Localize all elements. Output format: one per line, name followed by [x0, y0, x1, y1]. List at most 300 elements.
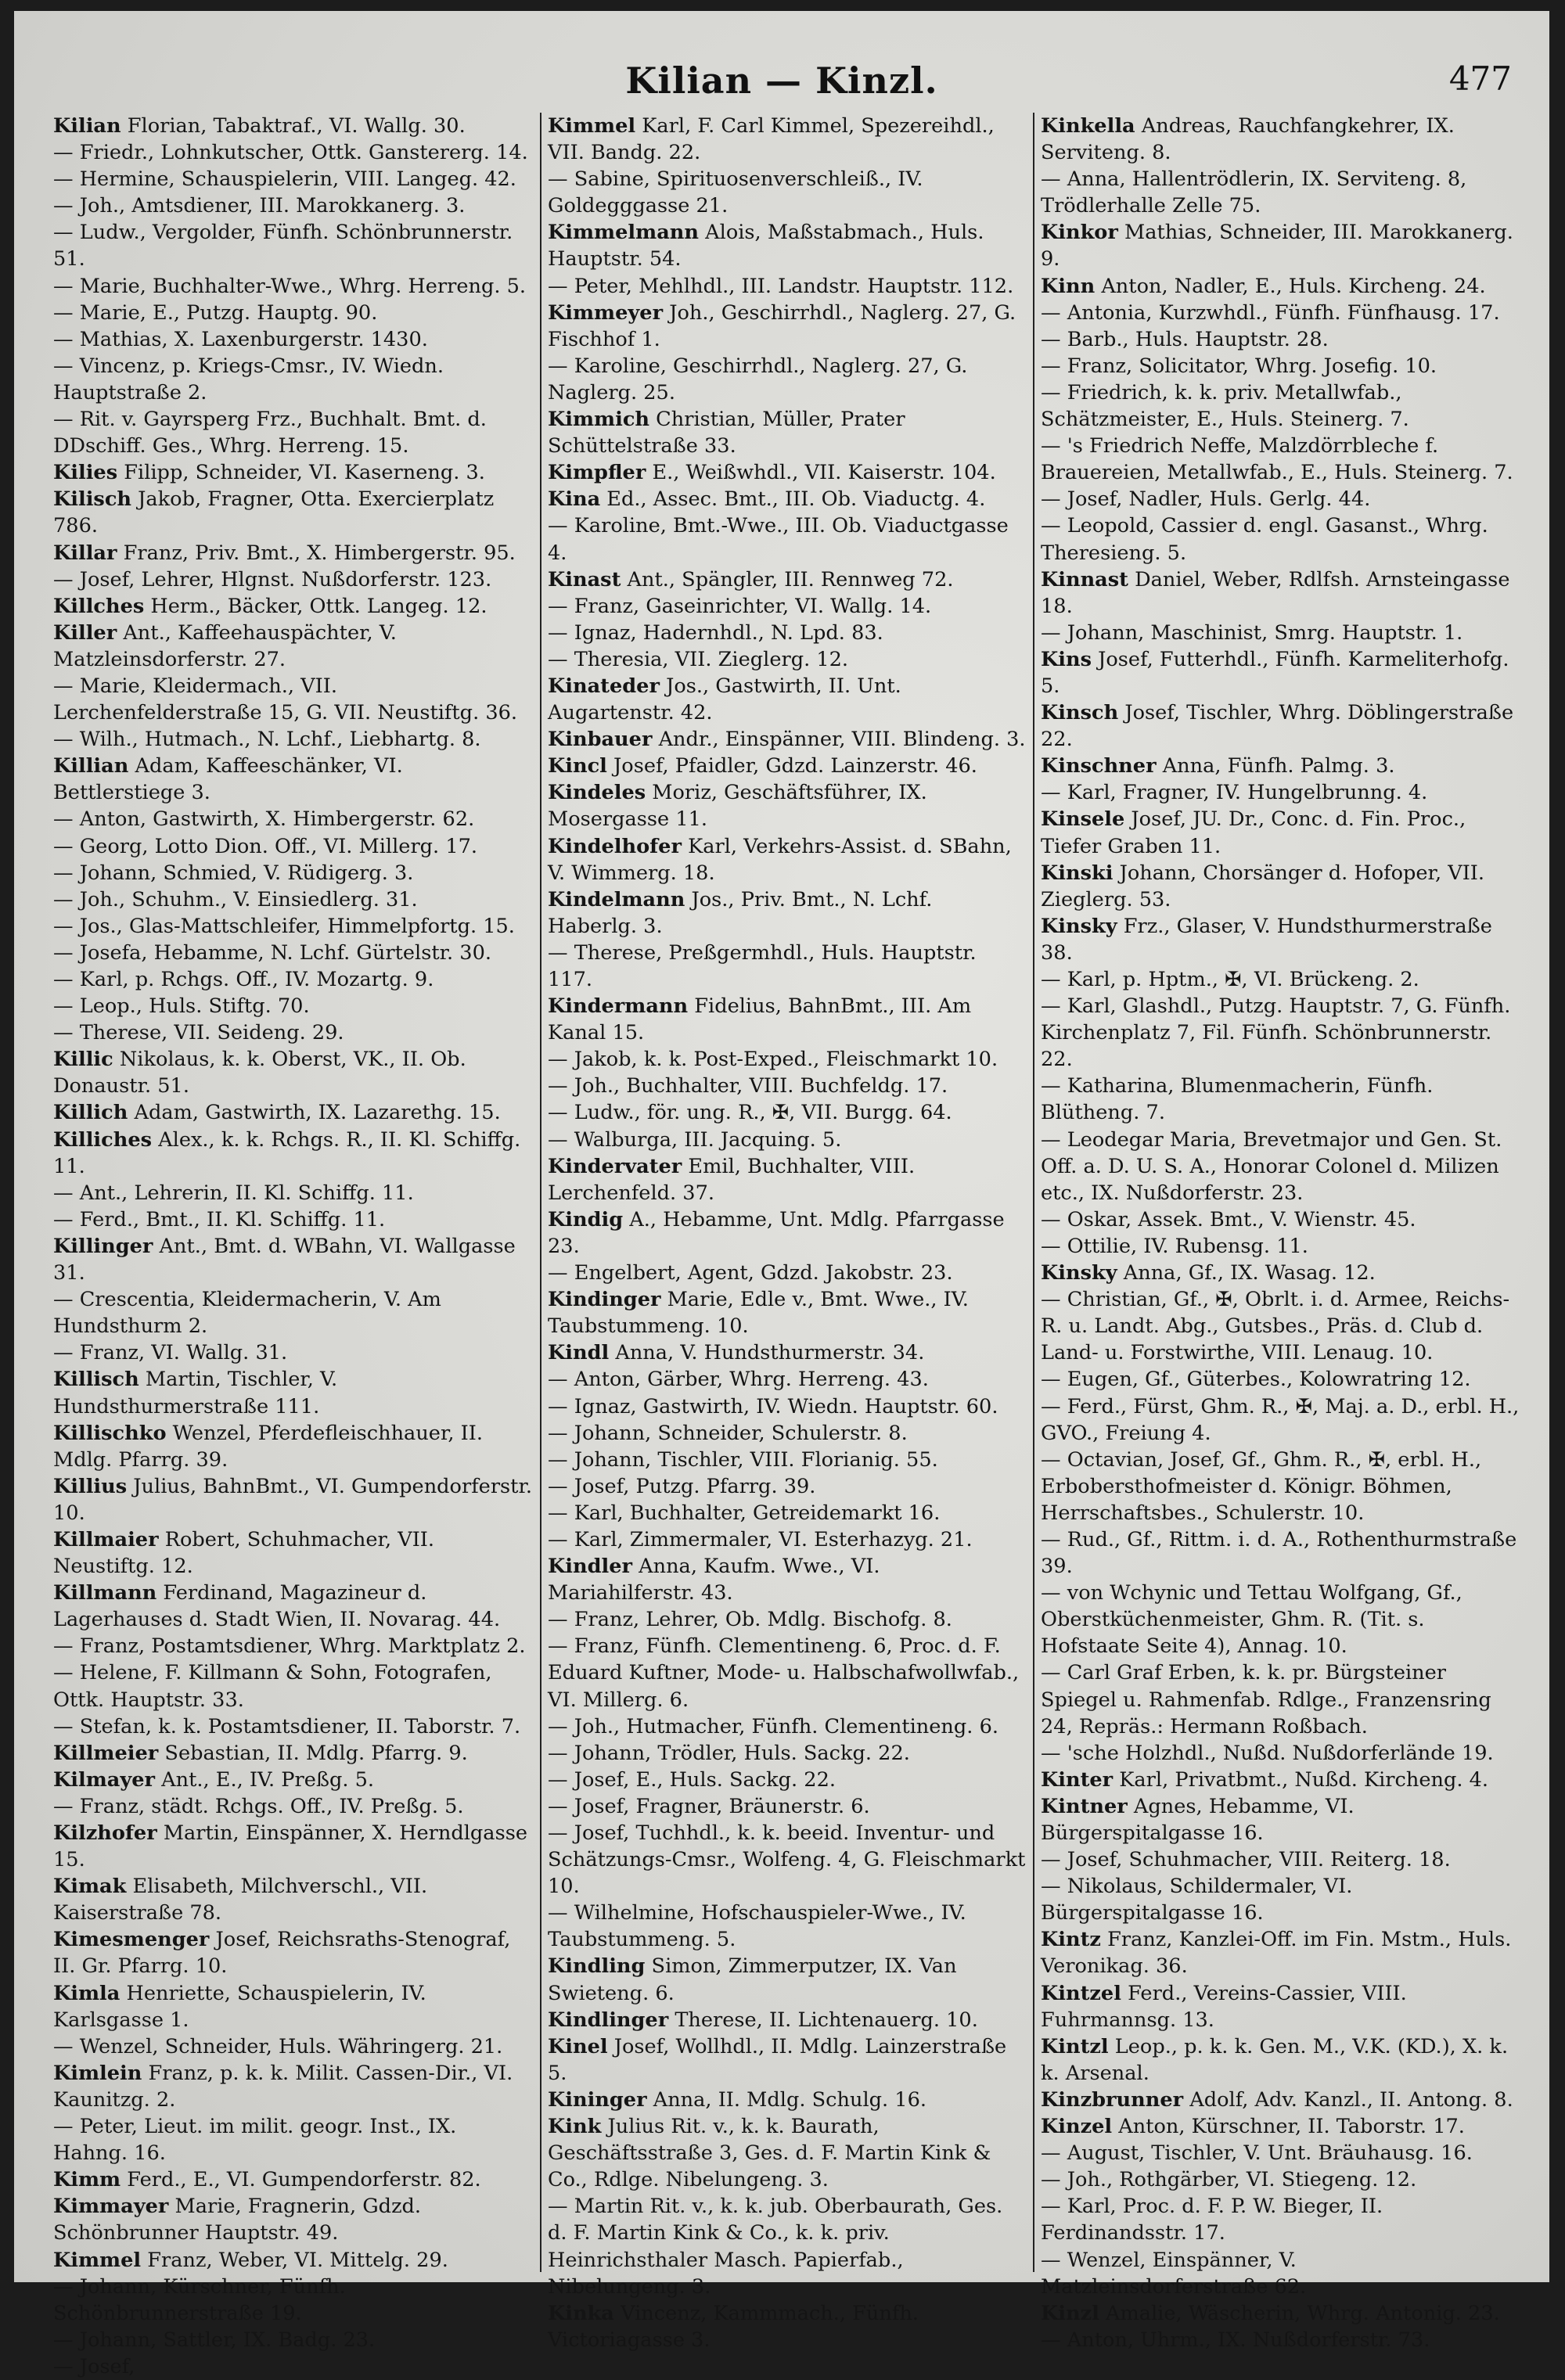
directory-entry	[1041, 806, 1520, 859]
entry-details: Alois, Maßstabmach., Huls. Hauptstr. 54.	[548, 221, 984, 271]
entry-surname: Kindl	[548, 1341, 610, 1365]
directory-entry	[548, 1339, 1027, 1366]
directory-entry	[1041, 273, 1520, 300]
entry-details: A., Hebamme, Unt. Mdlg. Pfarrgasse 23.	[548, 1207, 1005, 1258]
directory-entry	[1041, 1233, 1520, 1260]
directory-entry	[548, 673, 1027, 726]
entry-details: — Peter, Mehlhdl., III. Landstr. Hauptstr. 112.	[548, 274, 1014, 298]
entry-details: — Josef, Fragner, Bräunerstr. 6.	[548, 1794, 870, 1818]
directory-entry	[1041, 1366, 1520, 1393]
directory-entry	[548, 1473, 1027, 1500]
directory-entry	[53, 1473, 534, 1526]
entry-details: — Franz, Solicitator, Whrg. Josefig. 10.	[1041, 354, 1437, 378]
directory-entry	[53, 1339, 534, 1366]
entry-surname: Kimlein	[53, 2061, 142, 2085]
entry-details: Andr., Einspänner, VIII. Blindeng. 3.	[652, 728, 1026, 752]
entry-details: Anna, II. Mdlg. Schulg. 16.	[646, 2087, 926, 2112]
directory-entry	[1041, 1393, 1520, 1447]
entry-details: Anna, V. Hundsthurmerstr. 34.	[609, 1341, 925, 1365]
entry-details: — Vincenz, p. Kriegs-Cmsr., IV. Wiedn. Hauptstraße 2.	[53, 354, 444, 404]
entry-details: — Ludw., för. ung. R., ✠, VII. Burgg. 64.	[548, 1101, 952, 1125]
directory-entry	[1041, 1260, 1520, 1286]
entry-surname: Kimak	[53, 1875, 127, 1899]
entry-details: — Karl, Zimmermaler, VI. Esterhazyg. 21.	[548, 1527, 973, 1551]
entry-surname: Kinel	[548, 2034, 608, 2058]
directory-entry	[53, 1580, 534, 1633]
entry-surname: Killich	[53, 1101, 128, 1125]
entry-details: — Josef, Putzg. Pfarrg. 39.	[548, 1474, 816, 1498]
directory-entry	[53, 1233, 534, 1286]
entry-surname: Kindermann	[548, 994, 689, 1019]
directory-entry	[548, 512, 1027, 566]
directory-entry	[53, 966, 534, 993]
entry-details: — Karl, Buchhalter, Getreidemarkt 16.	[548, 1501, 941, 1525]
entry-details: Julius Rit. v., k. k. Baurath, Geschäftsstraße 3, Ges. d. F. Martin Kink & Co., Rdlge. Nibelungeng. 3.	[548, 2115, 991, 2192]
entry-details: — Rit. v. Gayrsperg Frz., Buchhalt. Bmt. d. DDschiff. Ges., Whrg. Herreng. 15.	[53, 408, 487, 458]
directory-entry	[548, 833, 1027, 886]
directory-entry	[53, 1127, 534, 1180]
entry-surname: Killinger	[53, 1234, 153, 1258]
entry-details: Karl, Privatbmt., Nußd. Kircheng. 4.	[1113, 1767, 1489, 1792]
entry-details: — Anton, Uhrm., IX. Nußdorferstr. 73.	[1041, 2328, 1430, 2352]
entry-details: — Wilhelmine, Hofschauspieler-Wwe., IV. Taubstummeng. 5.	[548, 1901, 966, 1952]
entry-details: Ed., Assec. Bmt., III. Ob. Viaductg. 4.	[600, 487, 986, 512]
entry-surname: Kinateder	[548, 674, 660, 698]
entry-details: Fidelius, BahnBmt., III. Am Kanal 15.	[548, 994, 972, 1045]
directory-entry	[53, 806, 534, 832]
directory-entry	[548, 1820, 1027, 1900]
directory-entry	[53, 113, 534, 139]
directory-entry	[548, 1767, 1027, 1793]
entry-surname: Kinnast	[1041, 567, 1128, 591]
directory-entry	[53, 2353, 534, 2380]
directory-entry	[1041, 219, 1520, 272]
directory-entry	[548, 1260, 1027, 1286]
entry-surname: Kink	[548, 2115, 602, 2139]
entry-details: — Josef, Schuhmacher, VIII. Reiterg. 18.	[1041, 1848, 1451, 1872]
entry-details: — Jakob, k. k. Post-Exped., Fleischmarkt 10.	[548, 1048, 998, 1072]
entry-details: — Wilh., Hutmach., N. Lchf., Liebhartg. 8.	[53, 728, 481, 752]
page-number: 477	[1448, 59, 1512, 98]
entry-surname: Killer	[53, 620, 117, 645]
directory-entry	[1041, 2166, 1520, 2193]
entry-surname: Kinka	[548, 2301, 614, 2325]
directory-entry	[53, 726, 534, 753]
entry-details: Josef, JU. Dr., Conc. d. Fin. Proc., Tiefer Graben 11.	[1041, 807, 1466, 858]
directory-entry	[1041, 2113, 1520, 2140]
entry-details: Mathias, Schneider, III. Marokkanerg. 9.	[1041, 221, 1513, 271]
directory-entry	[53, 1420, 534, 1473]
entry-surname: Kintner	[1041, 1794, 1128, 1818]
directory-entry	[1041, 1447, 1520, 1526]
directory-entry	[1041, 1980, 1520, 2033]
column-3	[1033, 113, 1526, 2352]
entry-details: — Johann, Kürschner, Fünfh. Schönbrunnerstraße 19.	[53, 2274, 346, 2325]
entry-details: — Johann, Schneider, Schulerstr. 8.	[548, 1421, 908, 1445]
entry-details: — Karl, Glashdl., Putzg. Hauptstr. 7, G. Fünfh. Kirchenplatz 7, Fil. Fünfh. Schönbrunnerstr. 22.	[1041, 994, 1511, 1072]
directory-entry	[53, 2033, 534, 2060]
entry-details: — Theresia, VII. Zieglerg. 12.	[548, 647, 849, 671]
entry-details: E., Weißwhdl., VII. Kaiserstr. 104.	[646, 461, 996, 485]
directory-entry	[1041, 2327, 1520, 2353]
entry-details: Ant., Kaffeehauspächter, V. Matzleinsdorferstr. 27.	[53, 620, 397, 671]
directory-entry	[548, 726, 1027, 753]
directory-page	[14, 11, 1549, 2378]
entry-details: Ferdinand, Magazineur d. Lagerhauses d. Stadt Wien, II. Novarag. 44.	[53, 1581, 501, 1632]
directory-entry	[53, 913, 534, 940]
directory-entry	[1041, 433, 1520, 486]
entry-details: — Wenzel, Einspänner, V. Matzleinsdorferstraße 62.	[1041, 2248, 1307, 2299]
entry-details: — Karl, Fragner, IV. Hungelbrunng. 4.	[1041, 781, 1428, 805]
directory-entry	[1041, 2247, 1520, 2300]
entry-surname: Killiches	[53, 1127, 153, 1152]
column-2	[540, 113, 1033, 2352]
entry-surname: Kindling	[548, 1954, 646, 1979]
directory-entry	[1041, 2087, 1520, 2113]
directory-entry	[548, 566, 1027, 593]
entry-surname: Kinsky	[1041, 914, 1117, 938]
entry-surname: Killmann	[53, 1581, 157, 1605]
entry-details: — Johann, Tischler, VIII. Florianig. 55.	[548, 1447, 938, 1472]
directory-entry	[53, 1633, 534, 1659]
directory-entry	[548, 1073, 1027, 1099]
directory-entry	[1041, 1926, 1520, 1979]
directory-entry	[1041, 566, 1520, 620]
directory-entry	[548, 1286, 1027, 1339]
entry-details: — Karoline, Bmt.-Wwe., III. Ob. Viaductgasse 4.	[548, 514, 1009, 565]
entry-details: — Franz, Postamtsdiener, Whrg. Marktplatz 2.	[53, 1634, 526, 1659]
entry-details: Daniel, Weber, Rdlfsh. Arnsteingasse 18.	[1041, 567, 1510, 618]
directory-entry	[53, 273, 534, 300]
directory-entry	[53, 753, 534, 806]
entry-details: Marie, Fragnerin, Gdzd. Schönbrunner Hauptstr. 49.	[53, 2195, 422, 2245]
directory-entry	[53, 673, 534, 726]
running-title: Kilian — Kinzl.	[625, 59, 938, 102]
entry-details: Josef, Reichsraths-Stenograf, II. Gr. Pfarrg. 10.	[53, 1928, 511, 1979]
directory-entry	[53, 1740, 534, 1767]
entry-details: — Friedrich, k. k. priv. Metallwfab., Schätzmeister, E., Huls. Steinerg. 7.	[1041, 380, 1409, 432]
directory-entry	[1041, 993, 1520, 1073]
directory-entry	[53, 860, 534, 886]
directory-entry	[548, 300, 1027, 353]
entry-surname: Kilies	[53, 461, 118, 485]
directory-entry	[1041, 1873, 1520, 1926]
entry-details: — Friedr., Lohnkutscher, Ottk. Ganstererg. 14.	[53, 141, 528, 165]
entry-details: Ant., E., IV. Preßg. 5.	[155, 1767, 375, 1792]
directory-entry	[548, 1740, 1027, 1767]
entry-details: Sebastian, II. Mdlg. Pfarrg. 9.	[158, 1741, 468, 1765]
entry-details: — Karl, p. Hptm., ✠, VI. Brückeng. 2.	[1041, 968, 1419, 991]
entry-surname: Kinter	[1041, 1767, 1113, 1792]
entry-details: Therese, II. Lichtenauerg. 10.	[668, 2008, 978, 2032]
entry-details: — Engelbert, Agent, Gdzd. Jakobstr. 23.	[548, 1261, 953, 1285]
directory-entry	[548, 1393, 1027, 1420]
entry-surname: Killar	[53, 541, 117, 565]
directory-entry	[548, 273, 1027, 300]
entry-details: Moriz, Geschäftsführer, IX. Mosergasse 11.	[548, 781, 927, 832]
directory-entry	[53, 2193, 534, 2246]
directory-entry	[548, 1953, 1027, 2006]
directory-entry	[53, 1793, 534, 1820]
entry-surname: Kinsky	[1041, 1261, 1117, 1285]
directory-entry	[1041, 1286, 1520, 1366]
directory-entry	[548, 993, 1027, 1046]
directory-entry	[1041, 353, 1520, 379]
entry-details: Ferd., Vereins-Cassier, VIII. Fuhrmannsg. 13.	[1041, 1981, 1407, 2032]
entry-details: Florian, Tabaktraf., VI. Wallg. 30.	[121, 114, 466, 138]
entry-details: Anna, Gf., IX. Wasag. 12.	[1117, 1261, 1376, 1285]
entry-details: — Ant., Lehrerin, II. Kl. Schiffg. 11.	[53, 1181, 414, 1205]
directory-entry	[548, 1447, 1027, 1473]
directory-entry	[53, 1926, 534, 1979]
entry-details: — von Wchynic und Tettau Wolfgang, Gf., Oberstküchenmeister, Ghm. R. (Tit. s. Hofstaate Seite 4), Annag. 10.	[1041, 1581, 1462, 1659]
directory-entry	[53, 1820, 534, 1873]
entry-details: Karl, F. Carl Kimmel, Spezereihdl., VII. Bandg. 22.	[548, 114, 995, 165]
directory-entry	[53, 406, 534, 459]
directory-entry	[548, 353, 1027, 406]
directory-entry	[53, 2113, 534, 2166]
entry-details: — Sabine, Spirituosenverschleiß., IV. Goldegggasse 21.	[548, 167, 923, 218]
entry-details: — Marie, Kleidermach., VII. Lerchenfelderstraße 15, G. VII. Neustiftg. 36.	[53, 674, 518, 725]
entry-surname: Kina	[548, 487, 601, 512]
directory-entry	[53, 1046, 534, 1099]
entry-details: — Ferd., Bmt., II. Kl. Schiffg. 11.	[53, 1207, 386, 1231]
directory-entry	[548, 2193, 1027, 2299]
entry-details: Martin, Einspänner, X. Herndlgasse 15.	[53, 1821, 527, 1872]
directory-entry	[1041, 2193, 1520, 2246]
directory-entry	[1041, 1659, 1520, 1739]
directory-entry	[53, 300, 534, 326]
directory-entry	[53, 940, 534, 966]
entry-details: Simon, Zimmerputzer, IX. Van Swieteng. 6.	[548, 1954, 957, 2005]
directory-entry	[53, 166, 534, 192]
entry-details: — Josef, Tuchhdl., k. k. beeid. Inventur- und Schätzungs-Cmsr., Wolfeng. 4, G. Fleischmarkt 10.	[548, 1821, 1026, 1899]
entry-details: — Carl Graf Erben, k. k. pr. Bürgsteiner Spiegel u. Rahmenfab. Rdlge., Franzensring 24, Repräs.: Hermann Roßbach.	[1041, 1661, 1491, 1738]
entry-details: — Franz, Lehrer, Ob. Mdlg. Bischofg. 8.	[548, 1608, 952, 1632]
directory-entry	[548, 1553, 1027, 1606]
directory-entry	[1041, 1127, 1520, 1206]
directory-entry	[53, 620, 534, 673]
directory-entry	[53, 1206, 534, 1233]
entry-surname: Kintzl	[1041, 2034, 1109, 2058]
entry-details: Ferd., E., VI. Gumpendorferstr. 82.	[121, 2168, 481, 2192]
entry-details: — Ferd., Fürst, Ghm. R., ✠, Maj. a. D., erbl. H., GVO., Freiung 4.	[1041, 1394, 1520, 1445]
entry-details: — Antonia, Kurzwhdl., Fünfh. Fünfhausg. 17.	[1041, 300, 1500, 325]
entry-details: — Joh., Buchhalter, VIII. Buchfeldg. 17.	[548, 1074, 948, 1098]
directory-entry	[53, 459, 534, 486]
directory-entry	[1041, 1740, 1520, 1767]
entry-details: Anna, Fünfh. Palmg. 3.	[1156, 754, 1395, 778]
entry-details: — Ottilie, IV. Rubensg. 11.	[1041, 1234, 1308, 1258]
directory-entry	[548, 113, 1027, 166]
directory-entry	[548, 1127, 1027, 1153]
directory-entry	[53, 192, 534, 219]
entry-surname: Kimmelmann	[548, 221, 700, 245]
directory-entry	[1041, 753, 1520, 779]
entry-surname: Kinast	[548, 567, 621, 591]
entry-details: — Franz, Fünfh. Clementineng. 6, Proc. d. F. Eduard Kuftner, Mode- u. Halbschafwollwfab., VI. Millerg. 6.	[548, 1634, 1020, 1712]
directory-entry	[53, 326, 534, 353]
entry-details: — Karl, p. Rchgs. Off., IV. Mozartg. 9.	[53, 968, 434, 991]
entry-details: Vincenz, Kammmach., Fünfh. Victoriagasse 3.	[548, 2301, 919, 2352]
directory-entry	[1041, 860, 1520, 913]
directory-entry	[53, 1713, 534, 1740]
directory-entry	[53, 1180, 534, 1206]
entry-details: — Joh., Rothgärber, VI. Stiegeng. 12.	[1041, 2168, 1417, 2192]
entry-surname: Kilzhofer	[53, 1821, 157, 1845]
directory-entry	[548, 486, 1027, 512]
entry-details: — Leopold, Cassier d. engl. Gasanst., Whrg. Theresieng. 5.	[1041, 514, 1488, 565]
directory-entry	[548, 406, 1027, 459]
directory-entry	[53, 540, 534, 566]
entry-details: — Johann, Sattler, IX. Badg. 23.	[53, 2328, 376, 2352]
column-1	[47, 113, 540, 2378]
directory-entry	[1041, 486, 1520, 512]
directory-entry	[53, 593, 534, 620]
directory-entry	[1041, 1846, 1520, 1873]
entry-details: — 's Friedrich Neffe, Malzdörrbleche f. Brauereien, Metallwfab., E., Huls. Steinerg. 7.	[1041, 434, 1513, 485]
entry-surname: Kintzel	[1041, 1981, 1121, 2005]
entry-details: — Katharina, Blumenmacherin, Fünfh. Blütheng. 7.	[1041, 1074, 1434, 1125]
entry-details: Wenzel, Pferdefleischhauer, II. Mdlg. Pfarrg. 39.	[53, 1421, 483, 1472]
entry-details: Amalie, Wäscherin, Whrg. Antonig. 23.	[1099, 2301, 1500, 2325]
directory-entry	[53, 486, 534, 539]
entry-details: Christian, Müller, Prater Schüttelstraße 33.	[548, 408, 905, 458]
entry-surname: Kimm	[53, 2168, 121, 2192]
entry-details: Elisabeth, Milchverschl., VII. Kaiserstraße 78.	[53, 1875, 428, 1925]
directory-entry	[548, 779, 1027, 832]
directory-entry	[548, 1526, 1027, 1553]
entry-surname: Killches	[53, 594, 145, 618]
entry-surname: Kinzel	[1041, 2115, 1113, 2139]
entry-details: Herm., Bäcker, Ottk. Langeg. 12.	[144, 594, 487, 618]
entry-details: Adam, Kaffeeschänker, VI. Bettlerstiege 3.	[53, 754, 403, 805]
entry-surname: Kinschner	[1041, 754, 1157, 778]
directory-entry	[1041, 2033, 1520, 2087]
directory-entry	[53, 1526, 534, 1580]
entry-details: — August, Tischler, V. Unt. Bräuhausg. 16.	[1041, 2141, 1473, 2166]
entry-details: Franz, p. k. k. Milit. Cassen-Dir., VI. Kaunitzg. 2.	[53, 2061, 513, 2112]
directory-entry	[548, 1153, 1027, 1206]
directory-entry	[53, 219, 534, 272]
entry-details: — Jos., Glas-Mattschleifer, Himmelpfortg. 15.	[53, 914, 515, 938]
directory-entry	[53, 2060, 534, 2113]
directory-entry	[548, 1420, 1027, 1447]
entry-details: — Joh., Hutmacher, Fünfh. Clementineng. 6.	[548, 1714, 998, 1738]
entry-surname: Kimpfler	[548, 461, 646, 485]
entry-surname: Kilian	[53, 114, 121, 138]
entry-surname: Kimmeyer	[548, 300, 664, 325]
entry-details: Anton, Nadler, E., Huls. Kircheng. 24.	[1095, 274, 1486, 298]
directory-entry	[1041, 2140, 1520, 2166]
directory-entry	[53, 1659, 534, 1713]
directory-entry	[548, 2033, 1027, 2087]
entry-surname: Killic	[53, 1048, 113, 1072]
entry-details: — Josef, E., Huls. Sackg. 22.	[548, 1767, 836, 1792]
directory-entry	[548, 219, 1027, 272]
entry-details: — Marie, Buchhalter-Wwe., Whrg. Herreng. 5.	[53, 274, 527, 298]
entry-surname: Kindig	[548, 1207, 624, 1231]
entry-details: — 'sche Holzhdl., Nußd. Nußdorferlände 19.	[1041, 1741, 1494, 1765]
directory-entry	[1041, 1580, 1520, 1659]
entry-surname: Kinsch	[1041, 701, 1119, 725]
directory-entry	[53, 1980, 534, 2033]
directory-entry	[1041, 326, 1520, 353]
entry-details: Jos., Gastwirth, II. Unt. Augartenstr. 42.	[548, 674, 901, 725]
directory-entry	[53, 1019, 534, 1046]
entry-details: — Mathias, X. Laxenburgerstr. 1430.	[53, 327, 428, 351]
directory-entry	[53, 353, 534, 406]
directory-entry	[548, 166, 1027, 219]
entry-details: Julius, BahnBmt., VI. Gumpendorferstr. 10.	[53, 1474, 533, 1525]
directory-entry	[53, 2274, 534, 2327]
entry-details: — Ignaz, Hadernhdl., N. Lpd. 83.	[548, 620, 883, 645]
entry-details: Emil, Buchhalter, VIII. Lerchenfeld. 37.	[548, 1154, 916, 1205]
entry-details: Robert, Schuhmacher, VII. Neustiftg. 12.	[53, 1527, 435, 1579]
entry-details: Karl, Verkehrs-Assist. d. SBahn, V. Wimmerg. 18.	[548, 834, 1012, 885]
directory-entry	[548, 1206, 1027, 1260]
entry-surname: Kinzbrunner	[1041, 2087, 1184, 2112]
entry-details: Martin, Tischler, V. Hundsthurmerstraße 111.	[53, 1368, 338, 1418]
entry-surname: Kininger	[548, 2087, 647, 2112]
directory-entry	[53, 566, 534, 593]
directory-entry	[1041, 113, 1520, 166]
entry-details: Anton, Kürschner, II. Taborstr. 17.	[1112, 2115, 1465, 2139]
directory-entry	[548, 1713, 1027, 1740]
directory-entry	[53, 886, 534, 913]
entry-surname: Killischko	[53, 1421, 167, 1445]
directory-entry	[53, 139, 534, 166]
entry-details: Frz., Glaser, V. Hundsthurmerstraße 38.	[1041, 914, 1492, 965]
directory-columns	[47, 113, 1526, 2378]
entry-details: Anna, Kaufm. Wwe., VI. Mariahilferstr. 43.	[548, 1555, 880, 1605]
entry-surname: Kins	[1041, 647, 1092, 671]
entry-surname: Killian	[53, 754, 129, 778]
entry-details: — Peter, Lieut. im milit. geogr. Inst., IX. Hahng. 16.	[53, 2115, 457, 2166]
directory-entry	[53, 1366, 534, 1419]
entry-details: Joh., Geschirrhdl., Naglerg. 27, G. Fischhof 1.	[548, 300, 1016, 351]
entry-details: — Christian, Gf., ✠, Obrlt. i. d. Armee, Reichs-R. u. Landt. Abg., Gutsbes., Präs. d. Club d. Land- u. Forstwirthe, VIII. Lenaug. 10.	[1041, 1288, 1510, 1365]
entry-details: — Crescentia, Kleidermacherin, V. Am Hundsthurm 2.	[53, 1288, 441, 1339]
entry-details: Jos., Priv. Bmt., N. Lchf. Haberlg. 3.	[548, 887, 933, 938]
entry-details: — Oskar, Assek. Bmt., V. Wienstr. 45.	[1041, 1207, 1416, 1231]
entry-details: — Franz, städt. Rchgs. Off., IV. Preßg. 5.	[53, 1794, 464, 1818]
directory-entry	[548, 1099, 1027, 1126]
entry-surname: Kindlinger	[548, 2008, 669, 2032]
entry-details: Josef, Tischler, Whrg. Döblingerstraße 22.	[1041, 701, 1514, 752]
entry-details: — Georg, Lotto Dion. Off., VI. Millerg. 17.	[53, 834, 478, 858]
entry-details: Leop., p. k. k. Gen. M., V.K. (KD.), X. k. k. Arsenal.	[1041, 2034, 1509, 2085]
directory-entry	[548, 940, 1027, 993]
entry-details: Henriette, Schauspielerin, IV. Karlsgasse 1.	[53, 1981, 426, 2032]
entry-details: — Karl, Proc. d. F. P. W. Bieger, II. Ferdinandsstr. 17.	[1041, 2195, 1383, 2245]
directory-entry	[1041, 646, 1520, 699]
directory-entry	[548, 1900, 1027, 1953]
entry-details: — Ludw., Vergolder, Fünfh. Schönbrunnerstr. 51.	[53, 221, 513, 271]
directory-entry	[1041, 1526, 1520, 1580]
entry-details: — Marie, E., Putzg. Hauptg. 90.	[53, 300, 378, 325]
entry-details: — Leodegar Maria, Brevetmajor und Gen. St. Off. a. D. U. S. A., Honorar Colonel d. Milizen etc., IX. Nußdorferstr. 23.	[1041, 1127, 1502, 1205]
entry-surname: Killisch	[53, 1368, 139, 1392]
directory-entry	[1041, 779, 1520, 806]
entry-details: — Johann, Schmied, V. Rüdigerg. 3.	[53, 861, 414, 885]
entry-details: — Josef,	[53, 2354, 135, 2378]
entry-details: — Franz, VI. Wallg. 31.	[53, 1341, 288, 1365]
page-header	[14, 59, 1549, 106]
directory-entry	[53, 1099, 534, 1126]
entry-details: — Wenzel, Schneider, Huls. Währingerg. 21.	[53, 2034, 503, 2058]
entry-details: Agnes, Hebamme, VI. Bürgerspitalgasse 16.	[1041, 1794, 1355, 1845]
